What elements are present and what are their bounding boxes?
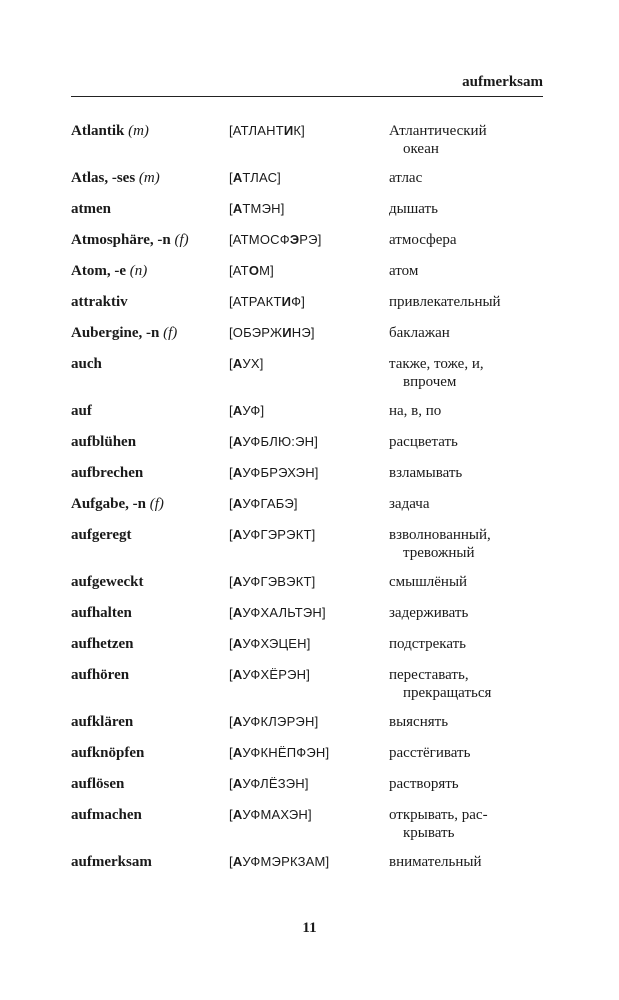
pronunciation	[229, 231, 389, 249]
pronunciation-part: УФГЭВЭКТ]	[242, 574, 316, 589]
pronunciation-part: [	[229, 574, 233, 589]
stressed-letter: А	[232, 496, 243, 511]
headword: aufbrechen	[71, 465, 144, 481]
pronunciation	[229, 355, 389, 373]
pronunciation-part: УФКЛЭРЭН]	[242, 714, 319, 729]
dictionary-entry	[71, 169, 543, 187]
dictionary-entry	[71, 464, 543, 482]
stressed-letter: А	[232, 714, 243, 729]
dictionary-entry	[71, 853, 543, 871]
dictionary-entries	[71, 122, 543, 884]
headword: aufgeweckt	[71, 574, 144, 590]
pronunciation-part: [	[229, 854, 233, 869]
stressed-letter: А	[232, 356, 243, 371]
pronunciation-part: [	[229, 434, 233, 449]
pronunciation	[229, 324, 389, 342]
pronunciation-part: [	[229, 776, 233, 791]
pronunciation-part: [	[229, 170, 233, 185]
dictionary-entry	[71, 231, 543, 249]
translation	[389, 526, 543, 562]
translation-line: атом	[389, 263, 419, 279]
headword-cell	[71, 433, 229, 451]
running-header	[71, 74, 543, 97]
stressed-letter: А	[232, 667, 243, 682]
translation-continuation: прекращаться	[403, 685, 492, 701]
translation	[389, 200, 543, 218]
headword-cell	[71, 262, 229, 280]
pronunciation	[229, 635, 389, 653]
pronunciation-part: ТМЭН]	[242, 201, 285, 216]
headword-cell	[71, 402, 229, 420]
gender-marker: (m)	[138, 170, 160, 186]
translation	[389, 293, 543, 311]
pronunciation	[229, 573, 389, 591]
translation	[389, 604, 543, 622]
translation-line: атлас	[389, 170, 423, 186]
headword: aufmachen	[71, 807, 142, 823]
headword-cell	[71, 713, 229, 731]
headword: Atom, -e	[71, 263, 126, 279]
headword-cell	[71, 495, 229, 513]
stressed-letter: А	[232, 605, 243, 620]
headword: aufhören	[71, 667, 130, 683]
pronunciation-part: УФБЛЮ:ЭН]	[242, 434, 319, 449]
stressed-letter: А	[232, 776, 243, 791]
translation-line: переставать,	[389, 667, 469, 683]
translation-line: внимательный	[389, 854, 482, 870]
pronunciation-part: [	[229, 527, 233, 542]
dictionary-entry	[71, 744, 543, 762]
dictionary-entry	[71, 355, 543, 391]
translation-continuation: впрочем	[403, 374, 457, 390]
stressed-letter: А	[232, 636, 243, 651]
translation-line: дышать	[389, 201, 438, 217]
pronunciation-part: УФЛЁЗЭН]	[242, 776, 309, 791]
pronunciation-part: К]	[293, 123, 305, 138]
headword: Atlas, -ses	[71, 170, 136, 186]
stressed-letter: А	[232, 807, 243, 822]
translation	[389, 355, 543, 391]
pronunciation-part: [АТМОСФ	[229, 232, 290, 247]
headword: auch	[71, 356, 102, 372]
translation-line: привлекательный	[389, 294, 501, 310]
translation-line: взволнованный,	[389, 527, 491, 543]
stressed-letter: А	[232, 854, 243, 869]
headword-cell	[71, 635, 229, 653]
headword: aufblühen	[71, 434, 137, 450]
headword-cell	[71, 324, 229, 342]
translation-line: расстёгивать	[389, 745, 471, 761]
gender-marker: (f)	[149, 496, 164, 512]
pronunciation-part: [	[229, 496, 233, 511]
pronunciation	[229, 262, 389, 280]
translation	[389, 169, 543, 187]
pronunciation-part: НЭ]	[291, 325, 315, 340]
pronunciation-part: [АТЛАНТ	[229, 123, 284, 138]
headword-cell	[71, 666, 229, 684]
pronunciation-part: [АТ	[229, 263, 249, 278]
pronunciation-part: [	[229, 403, 233, 418]
pronunciation-part: [	[229, 636, 233, 651]
pronunciation-part: УФХЭЦЕН]	[242, 636, 311, 651]
gender-marker: (f)	[163, 325, 178, 341]
headword-cell	[71, 231, 229, 249]
dictionary-entry	[71, 495, 543, 513]
dictionary-entry	[71, 433, 543, 451]
translation-line: на, в, по	[389, 403, 442, 419]
headword-cell	[71, 169, 229, 187]
translation-line: атмосфера	[389, 232, 457, 248]
headword: attraktiv	[71, 294, 128, 310]
pronunciation-part: [	[229, 356, 233, 371]
translation	[389, 262, 543, 280]
translation-line: выяснять	[389, 714, 449, 730]
translation-line: растворять	[389, 776, 459, 792]
stressed-letter: И	[282, 325, 292, 340]
headword-cell	[71, 526, 229, 544]
pronunciation-part: УФГАБЭ]	[242, 496, 298, 511]
translation	[389, 806, 543, 842]
translation	[389, 775, 543, 793]
headword: Aufgabe, -n	[71, 496, 147, 512]
pronunciation-part: М]	[259, 263, 274, 278]
stressed-letter: А	[232, 170, 243, 185]
pronunciation	[229, 853, 389, 871]
headword: aufhetzen	[71, 636, 134, 652]
pronunciation-part: РЭ]	[299, 232, 322, 247]
pronunciation-part: ТЛАС]	[242, 170, 281, 185]
translation	[389, 464, 543, 482]
pronunciation	[229, 433, 389, 451]
pronunciation	[229, 775, 389, 793]
stressed-letter: А	[232, 201, 243, 216]
translation-line: подстрекать	[389, 636, 467, 652]
translation-continuation: крывать	[403, 825, 455, 841]
translation	[389, 324, 543, 342]
pronunciation-part: УХ]	[242, 356, 264, 371]
pronunciation-part: Ф]	[291, 294, 306, 309]
pronunciation	[229, 169, 389, 187]
pronunciation-part: УФГЭРЭКТ]	[242, 527, 316, 542]
page-number: 11	[302, 920, 317, 936]
pronunciation-part: [	[229, 745, 233, 760]
pronunciation-part: УФХАЛЬТЭН]	[242, 605, 326, 620]
pronunciation	[229, 293, 389, 311]
translation-line: задача	[389, 496, 430, 512]
translation-line: Атлантический	[389, 123, 487, 139]
headword: aufklären	[71, 714, 134, 730]
pronunciation-part: [	[229, 201, 233, 216]
dictionary-entry	[71, 775, 543, 793]
headword: Atmosphäre, -n	[71, 232, 171, 248]
dictionary-entry	[71, 200, 543, 218]
stressed-letter: И	[281, 294, 292, 309]
gender-marker: (n)	[129, 263, 148, 279]
pronunciation-part: [АТРАКТ	[229, 294, 282, 309]
headword-cell	[71, 573, 229, 591]
pronunciation	[229, 604, 389, 622]
headword-cell	[71, 853, 229, 871]
pronunciation-part: [	[229, 807, 233, 822]
translation	[389, 853, 543, 871]
dictionary-entry	[71, 293, 543, 311]
headword-cell	[71, 604, 229, 622]
stressed-letter: И	[283, 123, 294, 138]
headword-cell	[71, 293, 229, 311]
dictionary-entry	[71, 573, 543, 591]
headword: auflösen	[71, 776, 125, 792]
headword: auf	[71, 403, 92, 419]
translation	[389, 495, 543, 513]
pronunciation	[229, 526, 389, 544]
translation-line: также, тоже, и,	[389, 356, 484, 372]
pronunciation	[229, 806, 389, 824]
pronunciation-part: УФБРЭХЭН]	[242, 465, 319, 480]
translation	[389, 744, 543, 762]
translation-continuation: тревожный	[403, 545, 475, 561]
translation-line: расцветать	[389, 434, 458, 450]
pronunciation-part: [	[229, 667, 233, 682]
translation-line: баклажан	[389, 325, 450, 341]
dictionary-entry	[71, 526, 543, 562]
headword-cell	[71, 775, 229, 793]
pronunciation	[229, 122, 389, 140]
stressed-letter: О	[248, 263, 260, 278]
stressed-letter: А	[232, 527, 243, 542]
translation	[389, 713, 543, 731]
translation	[389, 573, 543, 591]
translation-line: взламывать	[389, 465, 463, 481]
pronunciation-part: УФХЁРЭН]	[242, 667, 311, 682]
translation	[389, 122, 543, 158]
translation-line: смышлёный	[389, 574, 468, 590]
pronunciation-part: УФМАХЭН]	[242, 807, 312, 822]
translation-line: задерживать	[389, 605, 469, 621]
pronunciation-part: [	[229, 714, 233, 729]
stressed-letter: А	[232, 465, 243, 480]
translation	[389, 666, 543, 702]
pronunciation-part: УФМЭРКЗАМ]	[242, 854, 330, 869]
stressed-letter: А	[232, 434, 243, 449]
dictionary-entry	[71, 262, 543, 280]
headword: Aubergine, -n	[71, 325, 160, 341]
pronunciation	[229, 744, 389, 762]
dictionary-entry	[71, 806, 543, 842]
headword-cell	[71, 806, 229, 824]
translation-continuation: океан	[403, 141, 439, 157]
pronunciation	[229, 666, 389, 684]
pronunciation	[229, 402, 389, 420]
gender-marker: (f)	[174, 232, 189, 248]
dictionary-entry	[71, 324, 543, 342]
translation-line: открывать, рас-	[389, 807, 488, 823]
pronunciation	[229, 713, 389, 731]
dictionary-entry	[71, 666, 543, 702]
headword-cell	[71, 744, 229, 762]
headword: Atlantik	[71, 123, 125, 139]
headword: atmen	[71, 201, 111, 217]
stressed-letter: А	[232, 574, 243, 589]
headword: aufhalten	[71, 605, 132, 621]
pronunciation-part: УФКНЁПФЭН]	[242, 745, 330, 760]
pronunciation	[229, 464, 389, 482]
pronunciation	[229, 495, 389, 513]
headword-cell	[71, 200, 229, 218]
stressed-letter: А	[232, 745, 243, 760]
pronunciation	[229, 200, 389, 218]
pronunciation-part: УФ]	[242, 403, 265, 418]
header-guide-word: aufmerksam	[462, 74, 543, 90]
dictionary-entry	[71, 635, 543, 653]
headword-cell	[71, 122, 229, 140]
headword: aufgeregt	[71, 527, 132, 543]
dictionary-entry	[71, 713, 543, 731]
headword: aufknöpfen	[71, 745, 145, 761]
translation	[389, 635, 543, 653]
translation	[389, 231, 543, 249]
headword: aufmerksam	[71, 854, 152, 870]
pronunciation-part: [ОБЭРЖ	[229, 325, 283, 340]
headword-cell	[71, 464, 229, 482]
pronunciation-part: [	[229, 605, 233, 620]
pronunciation-part: [	[229, 465, 233, 480]
stressed-letter: А	[232, 403, 243, 418]
translation	[389, 433, 543, 451]
dictionary-entry	[71, 122, 543, 158]
dictionary-entry	[71, 402, 543, 420]
headword-cell	[71, 355, 229, 373]
gender-marker: (m)	[128, 123, 149, 139]
dictionary-entry	[71, 604, 543, 622]
stressed-letter: Э	[289, 232, 300, 247]
translation	[389, 402, 543, 420]
